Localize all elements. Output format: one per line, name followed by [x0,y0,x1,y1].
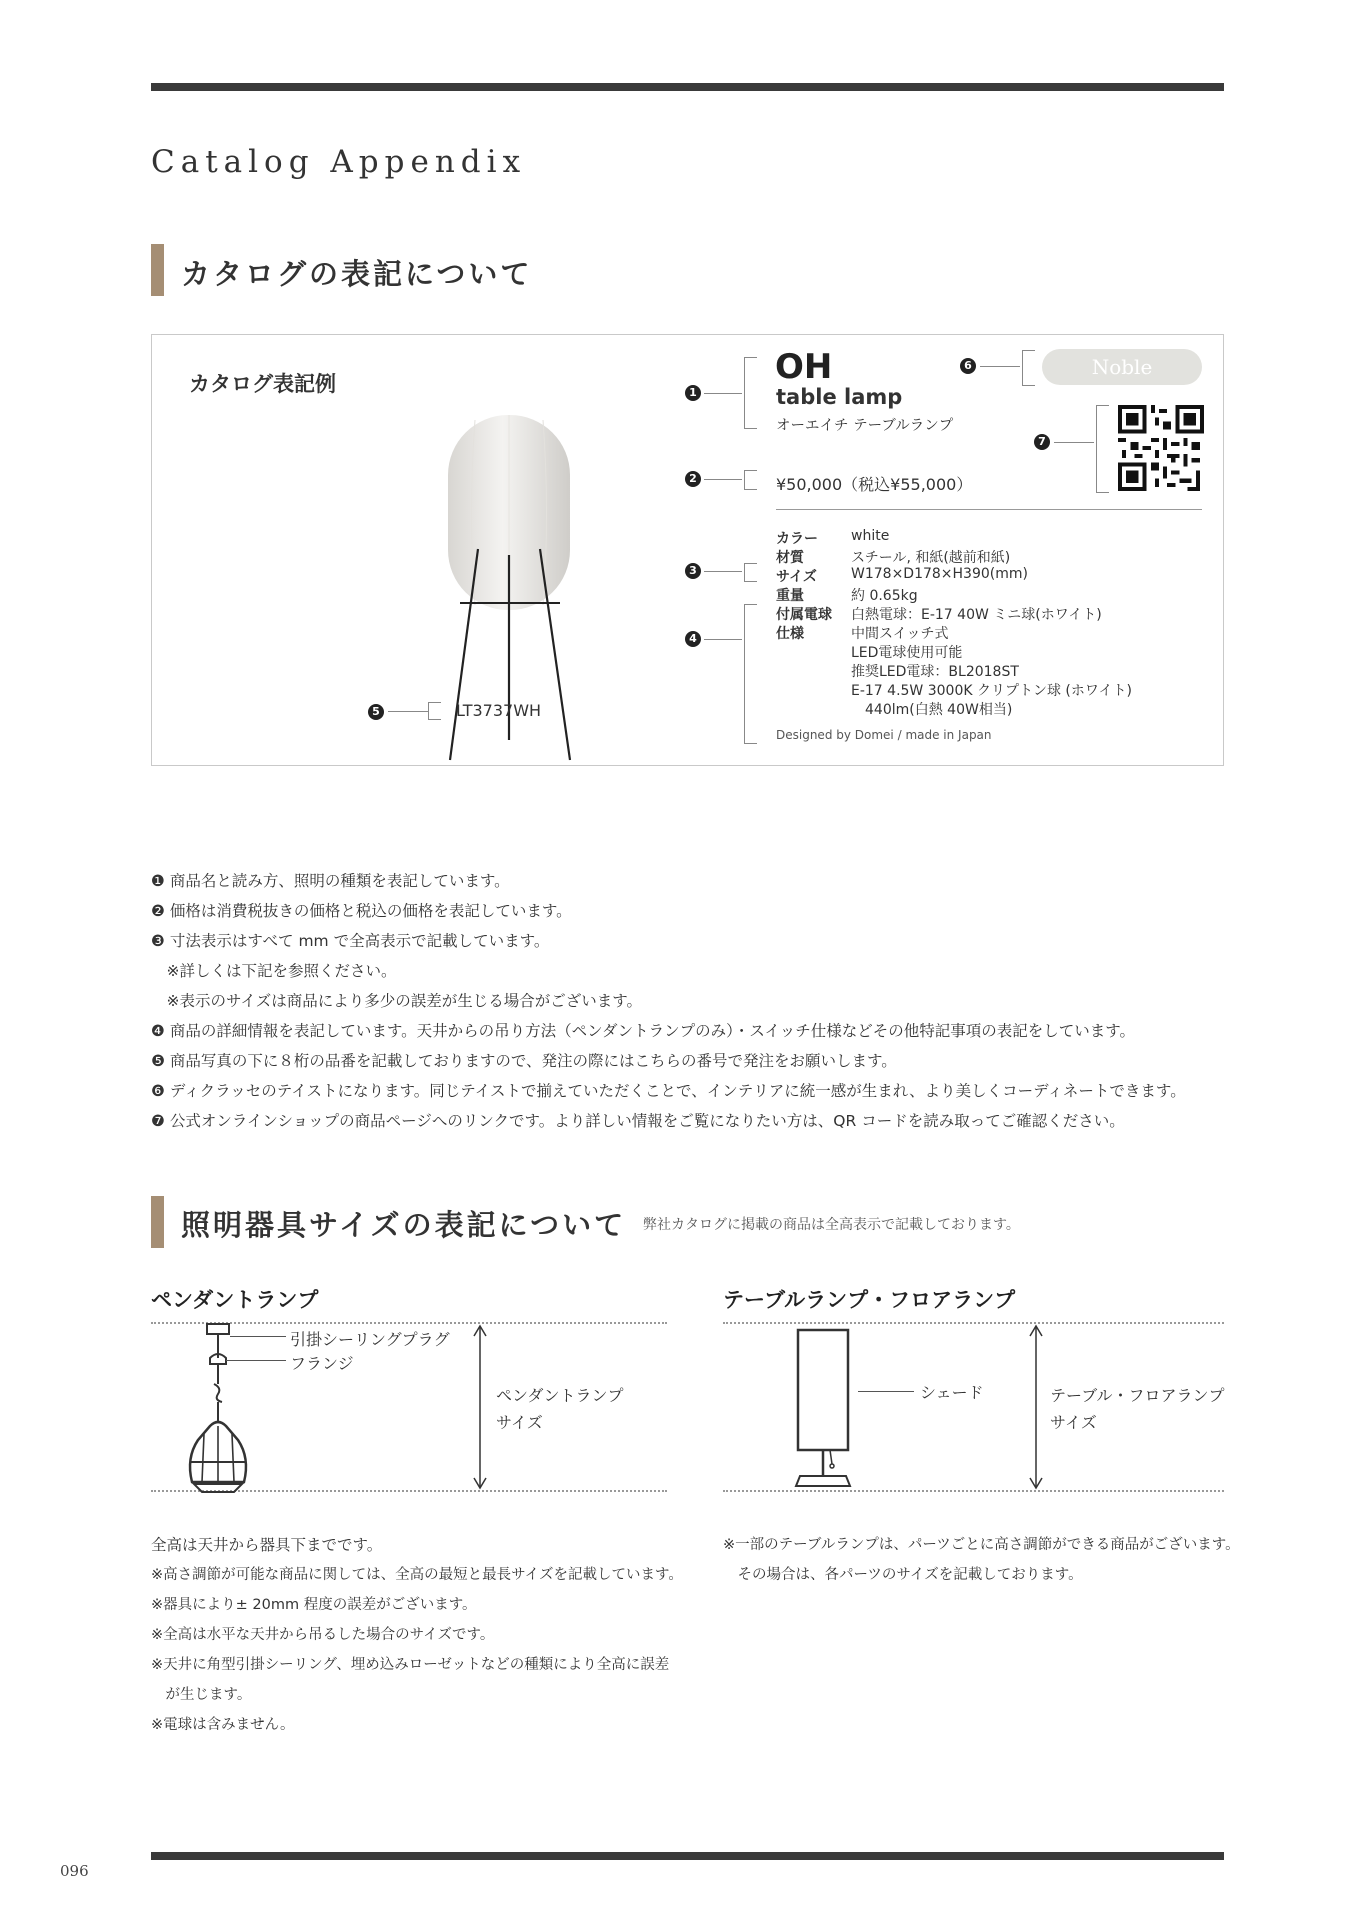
floor-line [723,1490,1224,1492]
connector-line [704,393,742,394]
connector-line [388,711,428,712]
note-item: ❹ 商品の詳細情報を表記しています。天井からの吊り方法（ペンダントランプのみ）・スイッチ仕様などその他特記事項の表記をしています。 [151,1022,1136,1040]
example-label: カタログ表記例 [189,372,336,396]
flange-label: フランジ [290,1354,354,1373]
spec-value: 440lm(白熱 40W相当) [851,702,1013,718]
page-number: 096 [60,1862,89,1880]
product-price: ¥50,000（税込¥55,000） [776,475,973,494]
connector-line [226,1360,286,1361]
section1-title: カタログの表記について [181,257,533,291]
connector-line [704,479,742,480]
table-size-label2: サイズ [1050,1413,1097,1432]
product-reading: オーエイチ テーブルランプ [776,418,954,434]
product-type: table lamp [776,385,903,409]
marker-2: 2 [685,471,701,487]
note-item: ※表示のサイズは商品により多少の誤差が生じる場合がございます。 [151,992,643,1010]
pendant-note: ※電球は含みません。 [151,1717,295,1733]
spec-value: 白熱電球：E-17 40W ミニ球(ホワイト) [851,607,1102,623]
plug-label: 引掛シーリングプラグ [290,1330,450,1349]
top-rule [151,83,1224,91]
bracket [428,702,441,720]
note-item: ❼ 公式オンラインショップの商品ページへのリンクです。より詳しい情報をご覧になりたい方は、QR コードを読み取ってご確認ください。 [151,1112,1125,1130]
section-accent-bar [151,244,164,296]
spec-label: カラー [776,531,818,547]
section-accent-bar [151,1196,164,1248]
marker-6: 6 [960,358,976,374]
shade-label: シェード [920,1383,984,1402]
pendant-note: ※天井に角型引掛シーリング、埋め込みローゼットなどの種類により全高に誤差 [151,1657,670,1673]
table-note: その場合は、各パーツのサイズを記載しております。 [723,1567,1083,1583]
table-size-label1: テーブル・フロアランプ [1050,1386,1225,1405]
height-arrow-icon [473,1324,487,1490]
pendant-lamp-icon [180,1322,270,1494]
marker-1: 1 [685,385,701,401]
note-item: ❷ 価格は消費税抜きの価格と税込の価格を表記しています。 [151,902,572,920]
connector-line [704,639,742,640]
pendant-note: ※器具により± 20mm 程度の誤差がございます。 [151,1597,477,1613]
product-name: OH [775,347,833,387]
section2-title: 照明器具サイズの表記について [181,1208,627,1242]
table-heading: テーブルランプ・フロアランプ [723,1288,1016,1312]
connector-line [980,366,1020,367]
spec-value: スチール, 和紙(越前和紙) [851,550,1011,566]
spec-value: LED電球使用可能 [851,645,963,661]
pendant-size-label2: サイズ [496,1413,543,1432]
section2-subtitle: 弊社カタログに掲載の商品は全高表示で記載しております。 [643,1217,1020,1233]
spec-label: 付属電球 [776,607,832,623]
marker-4: 4 [685,631,701,647]
bracket [744,604,757,744]
note-item: ❻ ディクラッセのテイストになります。同じテイストで揃えていただくことで、インテリアに統一感が生まれ、より美しくコーディネートできます。 [151,1082,1186,1100]
credit: Designed by Domei / made in Japan [776,728,992,742]
table-lamp-icon [790,1324,860,1490]
spec-value: E-17 4.5W 3000K クリプトン球 (ホワイト) [851,683,1132,699]
spec-label: サイズ [776,569,817,585]
bracket [1096,405,1109,493]
spec-label: 仕様 [776,626,804,642]
marker-5: 5 [368,704,384,720]
divider [776,509,1202,510]
connector-line [1054,442,1094,443]
spec-label: 材質 [776,550,804,566]
table-note: ※一部のテーブルランプは、パーツごとに高さ調節ができる商品がございます。 [723,1537,1240,1553]
note-item: ❺ 商品写真の下に８桁の品番を記載しておりますので、発注の際にはこちらの番号で発注をお願いします。 [151,1052,897,1070]
pendant-note: ※高さ調節が可能な商品に関しては、全高の最短と最長サイズを記載しています。 [151,1567,683,1583]
connector-line [704,571,742,572]
marker-7: 7 [1034,434,1050,450]
product-code: LT3737WH [456,701,542,720]
bracket [744,563,757,582]
pendant-heading: ペンダントランプ [151,1288,319,1312]
connector-line [858,1391,914,1392]
marker-3: 3 [685,563,701,579]
pendant-note: ※全高は水平な天井から吊るした場合のサイズです。 [151,1627,495,1643]
note-item: ❶ 商品名と読み方、照明の種類を表記しています。 [151,872,510,890]
note-item: ❸ 寸法表示はすべて mm で全高表示で記載しています。 [151,932,550,950]
pendant-note: 全高は天井から器具下までです。 [151,1536,383,1554]
connector-line [230,1336,286,1337]
bracket [744,357,757,429]
bottom-rule [151,1852,1224,1860]
spec-value: W178×D178×H390(mm) [851,566,1028,582]
spec-value: 中間スイッチ式 [851,626,949,642]
bracket [1022,350,1035,386]
pendant-size-label1: ペンダントランプ [496,1386,624,1405]
page-title: Catalog Appendix [151,144,527,180]
bracket [744,470,757,490]
pendant-note: が生じます。 [151,1687,252,1703]
spec-label: 重量 [776,588,804,604]
spec-value: 約 0.65kg [851,588,918,604]
spec-value: 推奨LED電球：BL2018ST [851,664,1019,680]
height-arrow-icon [1029,1324,1043,1490]
note-item: ※詳しくは下記を参照ください。 [151,962,397,980]
qr-code-icon [1118,405,1204,491]
spec-value: white [851,528,890,544]
taste-badge: Noble [1042,349,1202,385]
